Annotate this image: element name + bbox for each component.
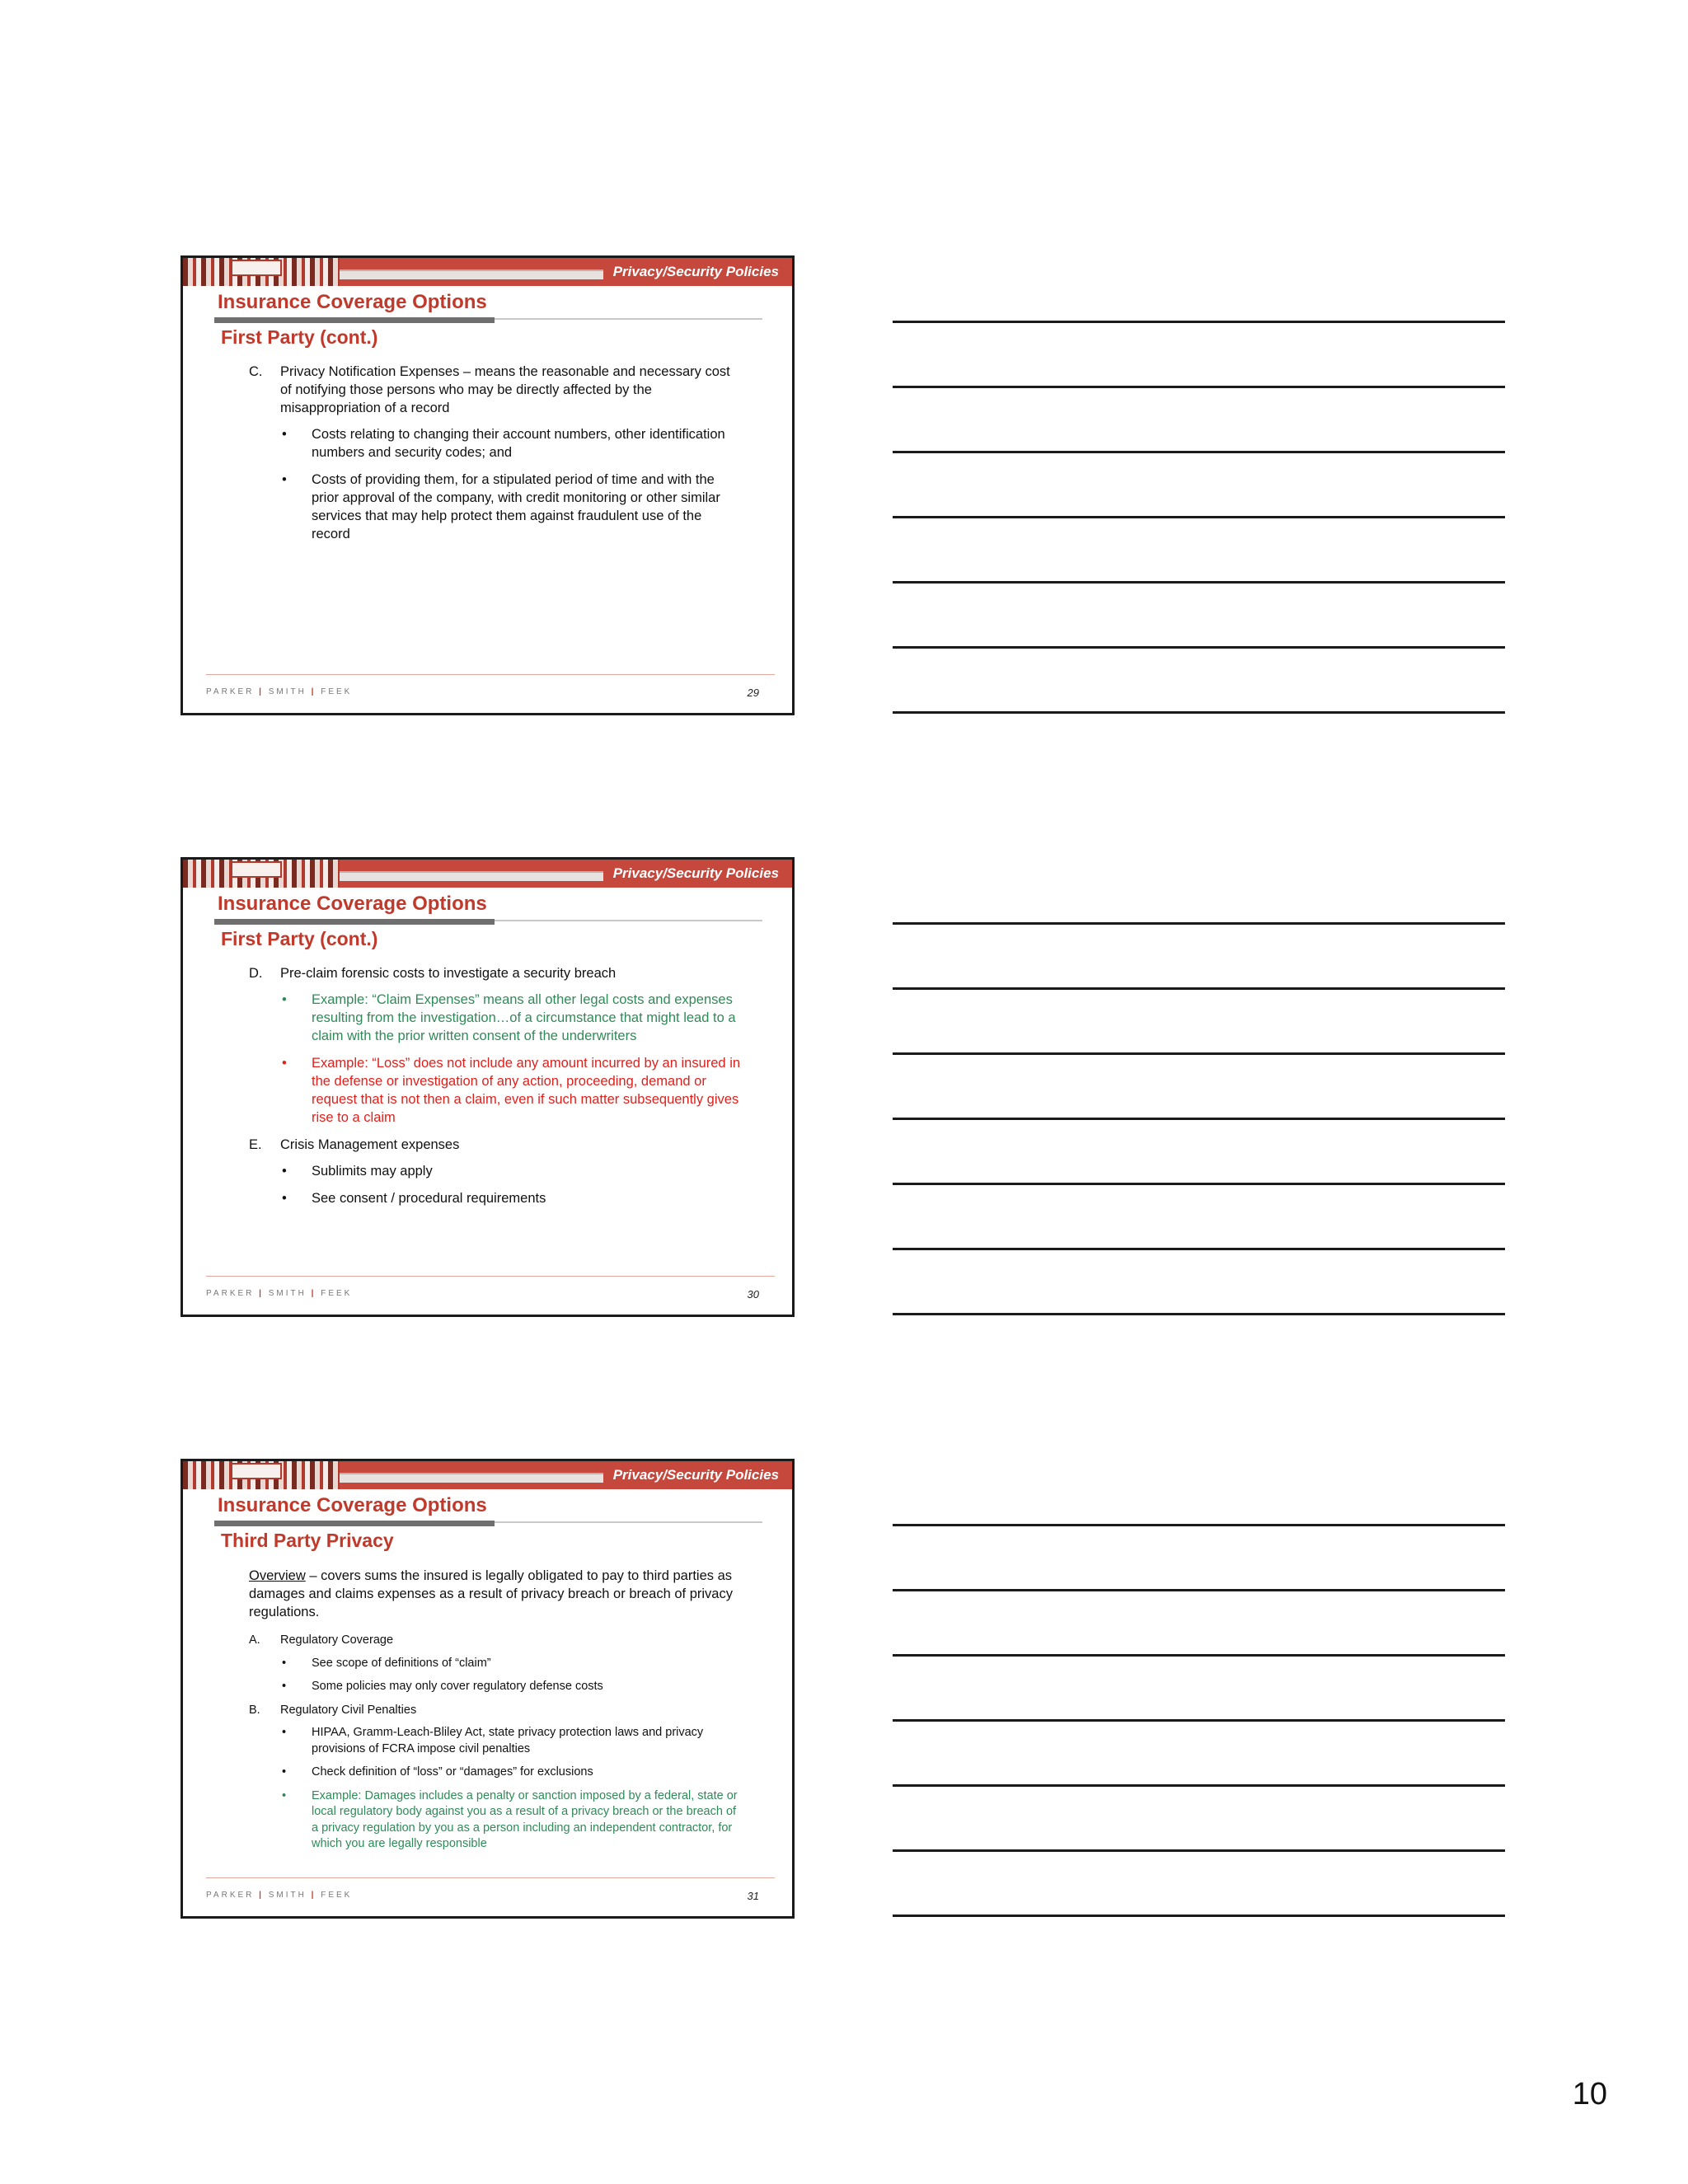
note-line — [893, 646, 1505, 649]
note-line — [893, 1248, 1505, 1250]
heading-rule-accent — [214, 317, 495, 323]
sub-item-example — [249, 991, 743, 1045]
slide-content-list — [249, 1633, 743, 1860]
note-line — [893, 451, 1505, 453]
slide-subheading: First Party (cont.) — [221, 928, 378, 949]
footer-rule — [206, 1276, 775, 1277]
footer-rule — [206, 674, 775, 675]
sub-item-text: Example: Damages includes a penalty or sanction imposed by a federal, state or local regulatory body against you as a result of a privacy breach or the breach of a privacy regulation by you as a person including an independent contractor, for which you are legally responsible — [312, 1788, 738, 1850]
banner-title: Privacy/Security Policies — [612, 264, 779, 279]
sub-item — [249, 1162, 743, 1180]
note-line — [893, 1915, 1505, 1917]
slide-29 — [181, 255, 795, 715]
footer-brand: PARKER | SMITH | FEEK — [206, 1289, 353, 1298]
overview-text: – covers sums the insured is legally obligated to pay to third parties as damages and claims expenses as a result of privacy breach or breach of privacy regulations. — [249, 1568, 733, 1619]
banner-photo — [183, 258, 340, 286]
slide-banner — [183, 258, 792, 286]
sub-item-text: See consent / procedural requirements — [312, 1191, 546, 1206]
slide-heading: Insurance Coverage Options — [218, 291, 487, 313]
sub-item-text: Some policies may only cover regulatory defense costs — [312, 1680, 603, 1693]
footer-rule — [206, 1877, 775, 1878]
item-text: Privacy Notification Expenses – means the reasonable and necessary cost of notifying those persons who may be directly affected by the misappropriation of a record — [280, 364, 730, 415]
bullet-marker: • — [282, 1191, 287, 1206]
slide-31 — [181, 1459, 795, 1919]
sub-item-text: Costs of providing them, for a stipulated period of time and with the prior approval of the company, with credit monitoring or other similar services that may help protect them against fraudulent use of the record — [312, 472, 720, 541]
overview-paragraph — [249, 1567, 743, 1621]
sub-item-text: Costs relating to changing their account numbers, other identification numbers and security codes; and — [312, 427, 725, 460]
list-item — [249, 1136, 743, 1154]
sub-item — [249, 1725, 743, 1757]
note-line — [893, 1118, 1505, 1120]
note-line — [893, 581, 1505, 583]
slide-heading: Insurance Coverage Options — [218, 893, 487, 915]
note-line — [893, 1849, 1505, 1852]
brand-part: SMITH — [268, 1289, 307, 1298]
slide-subheading: Third Party Privacy — [221, 1530, 394, 1551]
banner-title: Privacy/Security Policies — [612, 865, 779, 881]
item-text: Pre-claim forensic costs to investigate a security breach — [280, 966, 617, 981]
bullet-marker: • — [282, 472, 287, 487]
brand-part: PARKER — [206, 1289, 255, 1298]
note-line — [893, 1052, 1505, 1055]
item-marker: D. — [249, 966, 263, 981]
note-line — [893, 1183, 1505, 1185]
item-text: Crisis Management expenses — [280, 1137, 460, 1152]
item-marker: A. — [249, 1633, 260, 1647]
sub-item — [249, 1189, 743, 1207]
note-line — [893, 1589, 1505, 1591]
list-item — [249, 1703, 743, 1719]
banner-photo — [183, 860, 340, 888]
note-line — [893, 1719, 1505, 1722]
note-line — [893, 711, 1505, 714]
brand-part: SMITH — [268, 687, 307, 696]
slide-heading: Insurance Coverage Options — [218, 1494, 487, 1516]
heading-rule-accent — [214, 919, 495, 925]
list-item — [249, 363, 743, 417]
brand-part: FEEK — [321, 1891, 353, 1900]
item-marker: E. — [249, 1137, 262, 1152]
sub-item — [249, 425, 743, 462]
brand-part: FEEK — [321, 1289, 353, 1298]
bullet-marker: • — [282, 1680, 287, 1693]
sub-item-text: Check definition of “loss” or “damages” for exclusions — [312, 1765, 593, 1779]
sub-item-example — [249, 1054, 743, 1127]
sub-item-text: Example: “Claim Expenses” means all other legal costs and expenses resulting from the investigation…of a circumstance that might lead to a claim with the prior written consent of the underwriters — [312, 992, 736, 1043]
note-line — [893, 922, 1505, 925]
note-line — [893, 1313, 1505, 1315]
slide-subheading: First Party (cont.) — [221, 326, 378, 348]
list-item — [249, 1633, 743, 1649]
note-line — [893, 386, 1505, 388]
sub-item — [249, 1679, 743, 1695]
brand-part: SMITH — [268, 1891, 307, 1900]
sub-item-text: See scope of definitions of “claim” — [312, 1656, 491, 1670]
bullet-marker: • — [282, 1788, 287, 1802]
item-text: Regulatory Coverage — [280, 1633, 394, 1647]
bullet-marker: • — [282, 1056, 287, 1071]
bullet-marker: • — [282, 1164, 287, 1179]
sub-item-text: Sublimits may apply — [312, 1164, 433, 1179]
bullet-marker: • — [282, 427, 287, 442]
sub-item — [249, 471, 743, 543]
sub-item — [249, 1765, 743, 1781]
slide-banner — [183, 1461, 792, 1489]
item-marker: B. — [249, 1703, 260, 1717]
slide-number: 29 — [747, 687, 759, 699]
slide-banner — [183, 860, 792, 888]
note-line — [893, 1524, 1505, 1526]
brand-part: PARKER — [206, 1891, 255, 1900]
sub-item-text: HIPAA, Gramm-Leach-Bliley Act, state privacy protection laws and privacy provisions of FCRA impose civil penalties — [312, 1726, 704, 1755]
item-marker: C. — [249, 364, 263, 379]
banner-title: Privacy/Security Policies — [612, 1467, 779, 1483]
slide-number: 31 — [747, 1890, 759, 1902]
overview-label: Overview — [249, 1568, 306, 1583]
slide-content — [249, 1567, 743, 1629]
bullet-marker: • — [282, 1765, 287, 1779]
note-line — [893, 987, 1505, 990]
slide-content — [249, 363, 743, 552]
banner-photo — [183, 1461, 340, 1489]
item-text: Regulatory Civil Penalties — [280, 1703, 417, 1717]
footer-brand: PARKER | SMITH | FEEK — [206, 687, 353, 696]
sub-item-text: Example: “Loss” does not include any amount incurred by an insured in the defense or investigation of any action, proceeding, demand or request that is not then a claim, even if such matter subsequently gives rise to a claim — [312, 1056, 741, 1125]
sub-item — [249, 1656, 743, 1672]
heading-rule-accent — [214, 1521, 495, 1526]
note-line — [893, 1654, 1505, 1657]
slide-content — [249, 964, 743, 1216]
page-number: 10 — [1572, 2077, 1607, 2111]
bullet-marker: • — [282, 1656, 287, 1670]
bullet-marker: • — [282, 992, 287, 1007]
slide-30 — [181, 857, 795, 1317]
slide-number: 30 — [747, 1288, 759, 1301]
sub-item-example — [249, 1788, 743, 1853]
footer-brand: PARKER | SMITH | FEEK — [206, 1891, 353, 1900]
note-line — [893, 321, 1505, 323]
list-item — [249, 964, 743, 982]
bullet-marker: • — [282, 1726, 287, 1739]
note-line — [893, 1784, 1505, 1787]
brand-part: FEEK — [321, 687, 353, 696]
brand-part: PARKER — [206, 687, 255, 696]
note-line — [893, 516, 1505, 518]
